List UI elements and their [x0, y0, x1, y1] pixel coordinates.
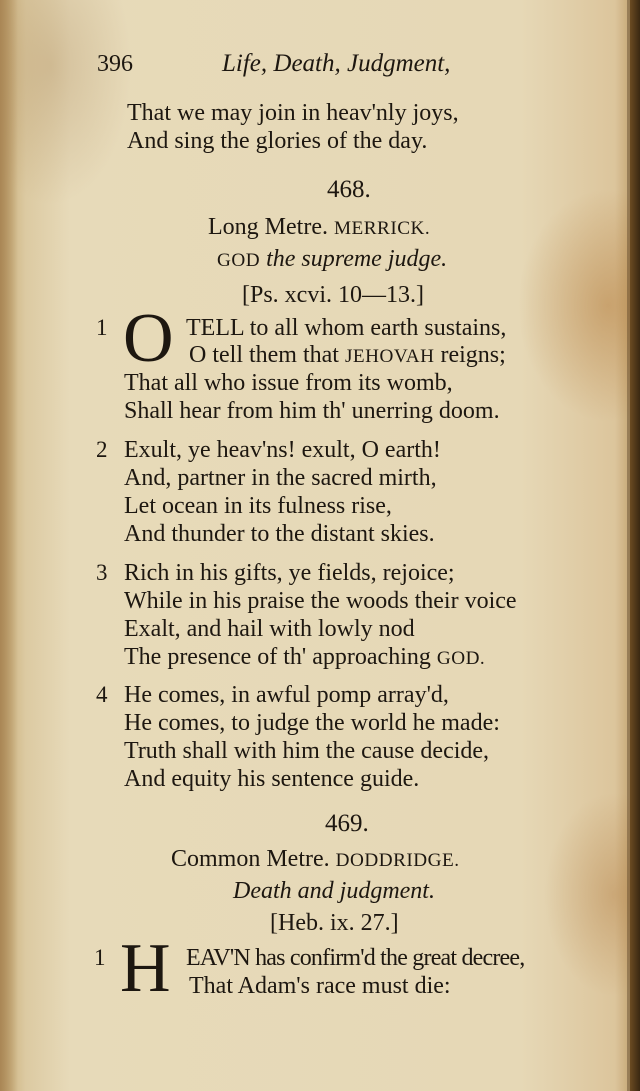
verse-line-part: O tell them that	[189, 342, 345, 368]
hymn-468-number: 468.	[327, 176, 371, 203]
verse-line: Let ocean in its fulness rise,	[124, 493, 392, 519]
verse-line: Exult, ye heav'ns! exult, O earth!	[124, 437, 441, 463]
verse-line: While in his praise the woods their voice	[124, 588, 517, 614]
verse-line: TELL to all whom earth sustains,	[186, 315, 507, 341]
drop-cap-h: H	[120, 930, 169, 1007]
hymn-469-metre-line	[171, 845, 460, 875]
hymn-468-subject-rest: the supreme judge.	[266, 246, 448, 272]
page-left-shadow	[0, 0, 18, 1091]
drop-cap-o: O	[123, 300, 174, 377]
hymn-469-number: 469.	[325, 810, 369, 837]
intro-line-1: That we may join in heav'nly joys,	[127, 100, 459, 126]
verse-line: EAV'N has confirm'd the great decree,	[186, 945, 525, 971]
verse-line: And equity his sentence guide.	[124, 766, 420, 792]
hymn-468-metre-line	[208, 213, 430, 243]
verse-number: 2	[96, 437, 108, 462]
verse-line: He comes, to judge the world he made:	[124, 710, 500, 736]
verse-line: That all who issue from its womb,	[124, 370, 453, 396]
jehovah-smallcaps: JEHOVAH	[344, 346, 435, 367]
verse-line-part: The presence of th' approaching	[124, 644, 437, 670]
hymn-469-reference: [Heb. ix. 27.]	[270, 910, 399, 936]
running-title: Life, Death, Judgment,	[222, 50, 451, 77]
verse-line: Truth shall with him the cause decide,	[124, 738, 490, 764]
verse-number: 1	[94, 945, 106, 970]
verse-number: 4	[96, 682, 108, 707]
hymn-468-reference: [Ps. xcvi. 10—13.]	[242, 282, 424, 308]
verse-number: 1	[96, 315, 108, 340]
verse-line: Shall hear from him th' unerring doom.	[124, 398, 500, 424]
hymn-469-subject: Death and judgment.	[233, 878, 435, 904]
verse-number: 3	[96, 560, 108, 585]
intro-line-2: And sing the glories of the day.	[127, 128, 428, 154]
verse-line: Exalt, and hail with lowly nod	[124, 616, 415, 642]
verse-line-jehovah	[189, 341, 506, 371]
verse-line: He comes, in awful pomp array'd,	[124, 682, 449, 708]
page-number: 396	[97, 51, 133, 77]
hymn-468-metre: Long Metre.	[208, 214, 328, 240]
hymn-468-subject-god: GOD	[217, 250, 261, 271]
hymn-468-subject	[217, 245, 447, 275]
hymn-469-metre: Common Metre.	[171, 846, 330, 872]
verse-line: And, partner in the sacred mirth,	[124, 465, 437, 491]
verse-line: Rich in his gifts, ye fields, rejoice;	[124, 560, 455, 586]
verse-line-god	[124, 643, 485, 673]
book-spine-edge	[630, 0, 640, 1091]
hymn-468-author: MERRICK.	[333, 218, 431, 239]
verse-line-part: reigns;	[434, 342, 506, 368]
hymn-469-author: DODDRIDGE.	[335, 850, 460, 871]
verse-line: That Adam's race must die:	[189, 973, 451, 999]
verse-line: And thunder to the distant skies.	[124, 521, 435, 547]
god-smallcaps: GOD.	[436, 648, 486, 669]
